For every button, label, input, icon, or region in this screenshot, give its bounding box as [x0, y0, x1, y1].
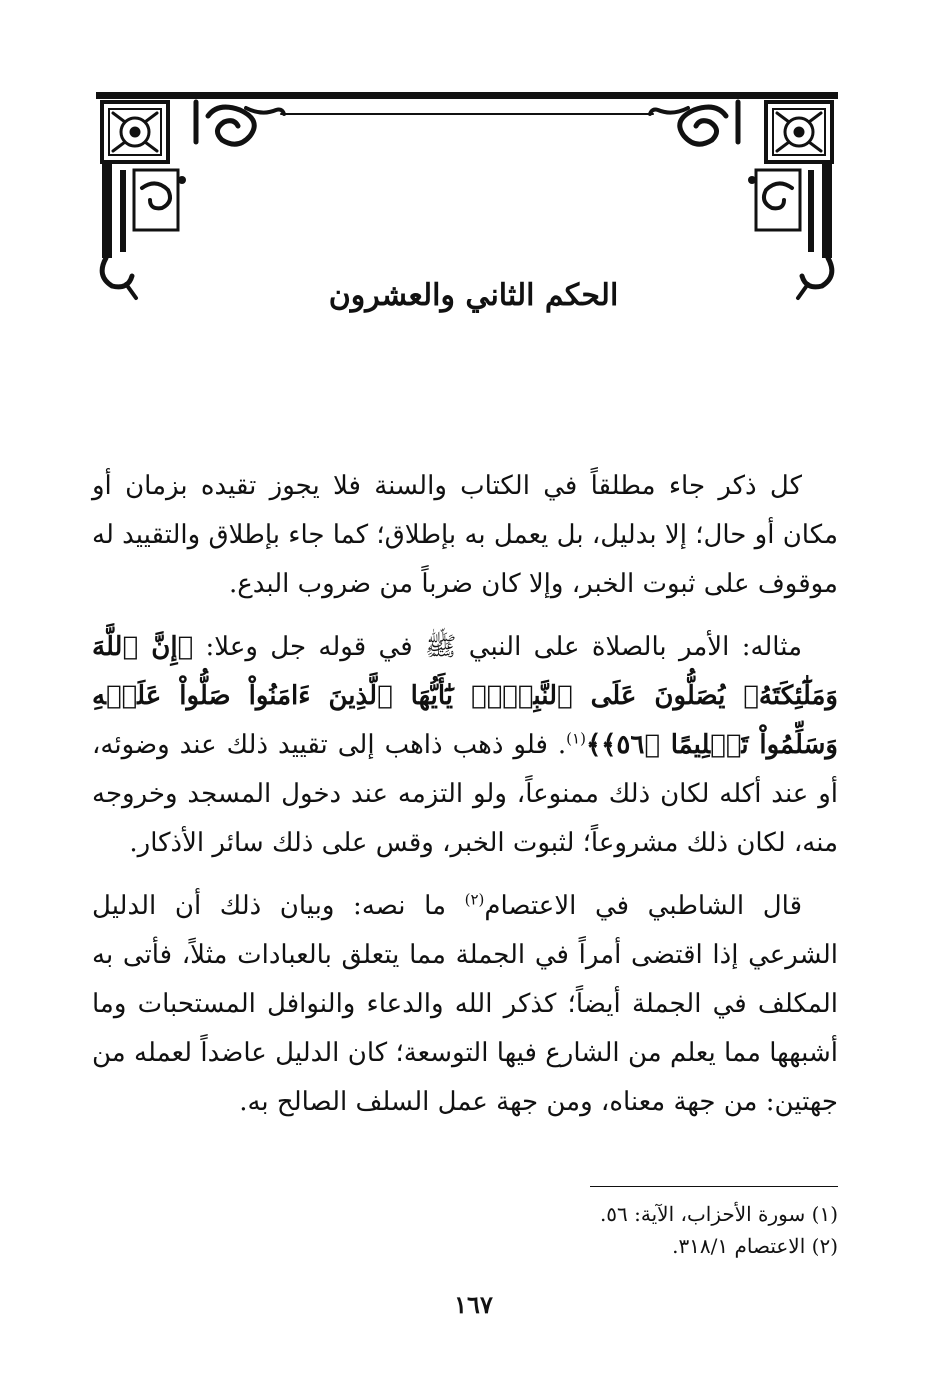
- main-text: [92, 462, 838, 1141]
- footnote-1: (١) سورة الأحزاب، الآية: ٥٦.: [599, 1202, 838, 1226]
- chapter-title: الحكم الثاني والعشرون: [328, 278, 619, 313]
- footnote-ref-2[interactable]: (٢): [464, 890, 485, 909]
- paragraph-3-rest: ما نصه: وبيان ذلك أن الدليل الشرعي إذا اقتضى أمراً في الجملة مما يتعلق بالعبادات مثلاً، فأتى به المكلف في الجملة أيضاً؛ كذكر الله والدعاء والنوافل المستحبات وما أشبهها مما يعلم من الشارع فيها التوسعة؛ كان الدليل عاضداً لعمله من جهتين: من جهة معناه، ومن جهة عمل السلف الصالح به.: [92, 891, 838, 1117]
- paragraph-2: [92, 623, 838, 868]
- paragraph-2-intro: مثاله: الأمر بالصلاة على النبي ﷺ في قوله جل وعلا:: [193, 632, 803, 662]
- footnote-2: (٢) الاعتصام ٣١٨/١.: [672, 1234, 838, 1258]
- footnote-ref-1[interactable]: (١): [566, 729, 586, 748]
- paragraph-2-rest: . فلو ذهب ذاهب إلى تقييد ذلك عند وضوئه، أو عند أكله لكان ذلك ممنوعاً، ولو التزمه عند دخول المسجد وخروجه منه، لكان ذلك مشروعاً؛ لثبوت الخبر، وقس على ذلك سائر الأذكار.: [92, 730, 838, 858]
- footnote-divider: [590, 1186, 838, 1187]
- paragraph-3-intro: قال الشاطبي في الاعتصام: [484, 891, 802, 921]
- header-ornament-frame: [96, 88, 838, 303]
- page-number: ١٦٧: [454, 1290, 493, 1319]
- footnotes: [92, 1198, 838, 1262]
- paragraph-1: كل ذكر جاء مطلقاً في الكتاب والسنة فلا يجوز تقيده بزمان أو مكان أو حال؛ إلا بدليل، بل يعمل به بإطلاق؛ كما جاء بإطلاق والتقييد له موقوف على ثبوت الخبر، وإلا كان ضرباً من ضروب البدع.: [92, 471, 838, 599]
- paragraph-3: [92, 882, 838, 1127]
- quran-verse: ﴿إِنَّ ٱللَّهَ وَمَلَٰٓئِكَتَهُۥ يُصَلُّونَ عَلَى ٱلنَّبِيِّۚ يَٰٓأَيُّهَا ٱلَّذِينَ ءَامَنُواْ صَلُّواْ عَلَيۡهِ وَسَلِّمُواْ تَسۡلِيمًا ﴿٥٦﴾﴾: [92, 632, 838, 760]
